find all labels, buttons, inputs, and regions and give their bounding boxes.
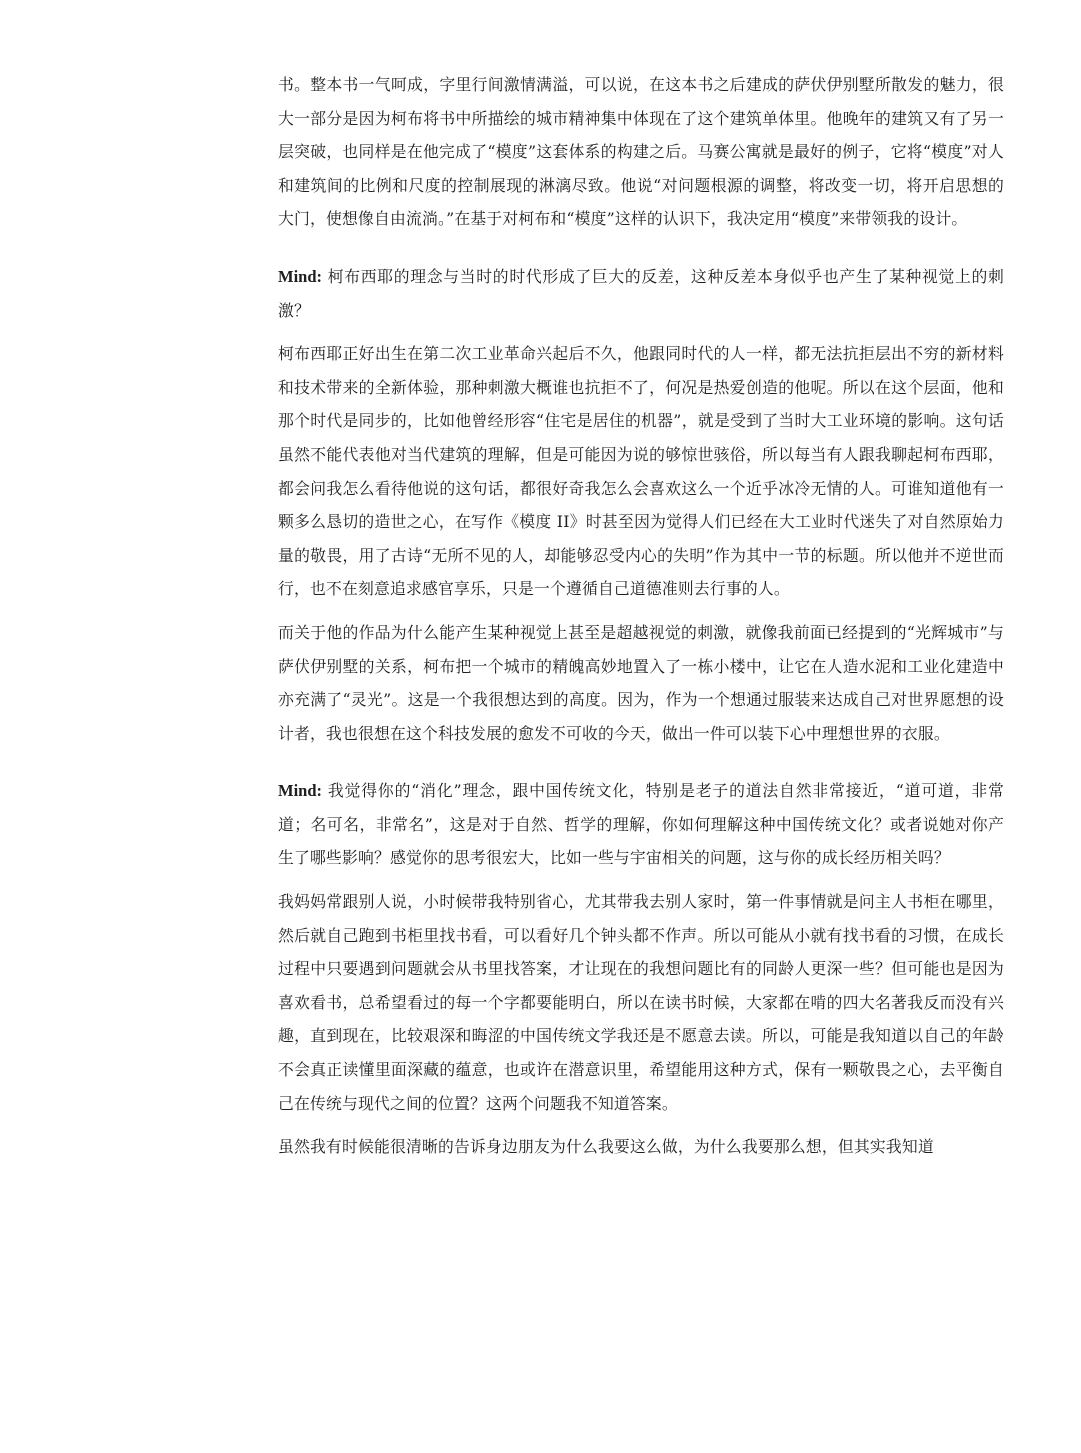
paragraph-text: 柯布西耶正好出生在第二次工业革命兴起后不久，他跟同时代的人一样，都无法抗拒层出不穷的新材料和技术带来的全新体验，那种刺激大概谁也抗拒不了，何况是热爱创造的他呢。所以在这个层面，他和那个时代是同步的，比如他曾经形容“住宅是居住的机器”，就是受到了当时大工业环境的影响。这句话虽然不能代表他对当代建筑的理解，但是可能因为说的够惊世骇俗，所以每当有人跟我聊起柯布西耶，都会问我怎么看待他说的这句话，都很好奇我怎么会喜欢这么一个近乎冰冷无情的人。可谁知道他有一颗多么恳切的造世之心，在写作《模度 II》时甚至因为觉得人们已经在大工业时代迷失了对自然原始力量的敬畏，用了古诗“无所不见的人，却能够忍受内心的失明”作为其中一节的标题。所以他并不逆世而行，也不在刻意追求感官享乐，只是一个遵循自己道德准则去行事的人。 bbox=[278, 344, 1004, 599]
section-spacer bbox=[278, 750, 1004, 774]
answer-radiant-city bbox=[278, 616, 1004, 750]
paragraph-spacer bbox=[278, 1120, 1004, 1130]
paragraph-text: 而关于他的作品为什么能产生某种视觉上甚至是超越视觉的刺激，就像我前面已经提到的“光辉城市”与萨伏伊别墅的关系，柯布把一个城市的精魄高妙地置入了一栋小楼中，让它在人造水泥和工业化建造中亦充满了“灵光”。这是一个我很想达到的高度。因为，作为一个想通过服装来达成自己对世界愿想的设计者，我也很想在这个科技发展的愈发不可收的今天，做出一件可以装下心中理想世界的衣服。 bbox=[278, 622, 1004, 743]
paragraph-spacer bbox=[278, 327, 1004, 337]
interviewer-label: Mind: bbox=[278, 781, 323, 801]
question-text: 柯布西耶的理念与当时的时代形成了巨大的反差，这种反差本身似乎也产生了某种视觉上的刺激？ bbox=[278, 266, 1004, 320]
paragraph-modulor-intro bbox=[278, 68, 1004, 236]
answer-industrial-era bbox=[278, 337, 1004, 606]
paragraph-text: 虽然我有时候能很清晰的告诉身边朋友为什么我要这么做，为什么我要那么想，但其实我知道 bbox=[278, 1137, 934, 1157]
paragraph-spacer bbox=[278, 875, 1004, 885]
question-visual-stimulus bbox=[278, 260, 1004, 327]
section-spacer bbox=[278, 236, 1004, 260]
answer-continued bbox=[278, 1130, 1004, 1164]
paragraph-spacer bbox=[278, 606, 1004, 616]
article-body bbox=[278, 68, 1004, 1164]
question-chinese-culture bbox=[278, 774, 1004, 875]
question-text: 我觉得你的“消化”理念，跟中国传统文化，特别是老子的道法自然非常接近，“道可道，非常道；名可名，非常名”，这是对于自然、哲学的理解，你如何理解这种中国传统文化？或者说她对你产生了哪些影响？感觉你的思考很宏大，比如一些与宇宙相关的问题，这与你的成长经历相关吗？ bbox=[278, 781, 1004, 868]
paragraph-text: 书。整本书一气呵成，字里行间激情满溢，可以说，在这本书之后建成的萨伏伊别墅所散发的魅力，很大一部分是因为柯布将书中所描绘的城市精神集中体现在了这个建筑单体里。他晚年的建筑又有了另一层突破，也同样是在他完成了“模度”这套体系的构建之后。马赛公寓就是最好的例子，它将“模度”对人和建筑间的比例和尺度的控制展现的淋漓尽致。他说“对问题根源的调整，将改变一切，将开启思想的大门，使想像自由流淌。”在基于对柯布和“模度”这样的认识下，我决定用“模度”来带领我的设计。 bbox=[278, 75, 1004, 229]
answer-childhood-reading bbox=[278, 885, 1004, 1120]
paragraph-text: 我妈妈常跟别人说，小时候带我特别省心，尤其带我去别人家时，第一件事情就是问主人书柜在哪里，然后就自己跑到书柜里找书看，可以看好几个钟头都不作声。所以可能从小就有找书看的习惯，在成长过程中只要遇到问题就会从书里找答案，才让现在的我想问题比有的同龄人更深一些？但可能也是因为喜欢看书，总希望看过的每一个字都要能明白，所以在读书时候，大家都在啃的四大名著我反而没有兴趣，直到现在，比较艰深和晦涩的中国传统文学我还是不愿意去读。所以，可能是我知道以自己的年龄不会真正读懂里面深藏的蕴意，也或许在潜意识里，希望能用这种方式，保有一颗敬畏之心，去平衡自己在传统与现代之间的位置？这两个问题我不知道答案。 bbox=[278, 892, 1004, 1113]
interviewer-label: Mind: bbox=[278, 266, 323, 286]
